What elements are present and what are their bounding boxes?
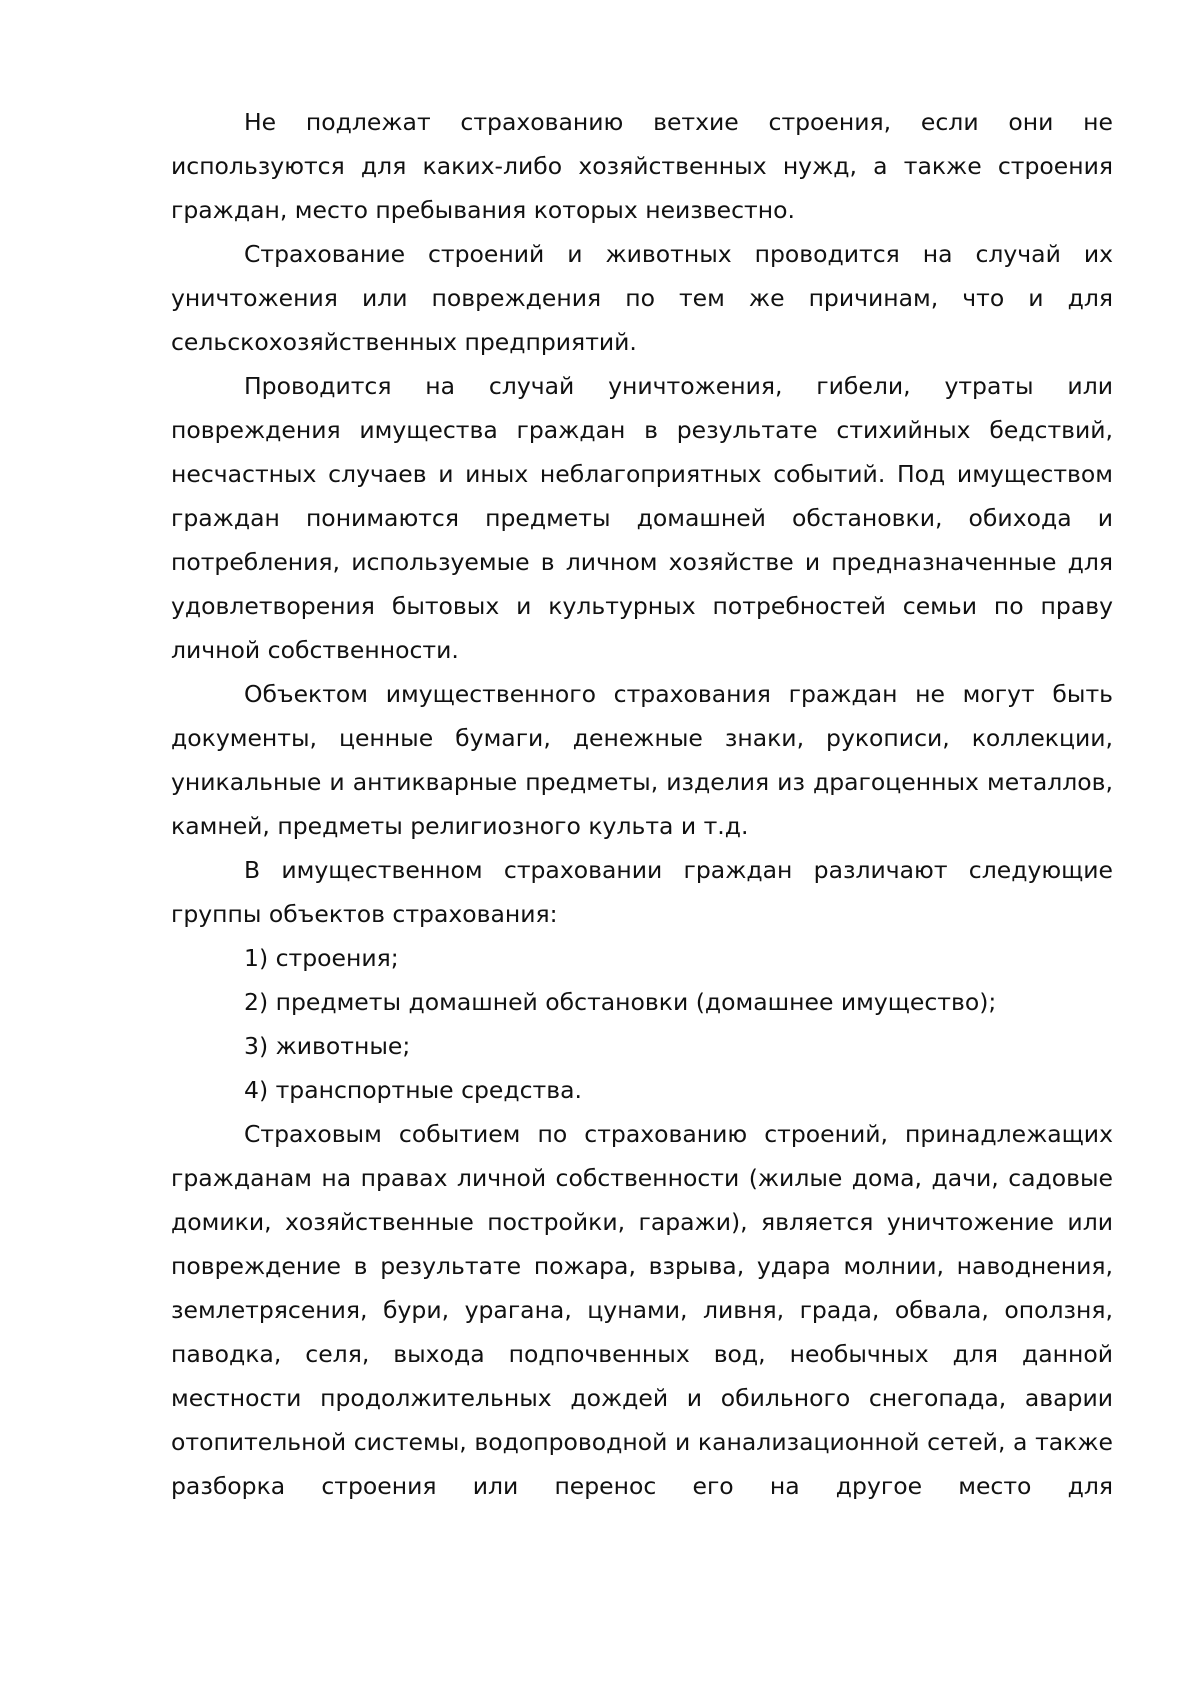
paragraph-insured-event: Страховым событием по страхованию строений, принадлежащих гражданам на правах личной собственности (жилые дома, дачи, садовые домики, хозяйственные постройки, гаражи), является уничтожение или повреждение в результате пожара, взрыва, удара молнии, наводнения, землетрясения, бури, урагана, цунами, ливня, града, обвала, оползня, паводка, селя, выхода подпочвенных вод, необычных для данной местности продолжительных дождей и обильного снегопада, аварии отопительной системы, водопроводной и канализационной сетей, а также разборка строения или перенос его на другое место для — [171, 1120, 1113, 1500]
paragraph-excluded-objects: Объектом имущественного страхования граждан не могут быть документы, ценные бумаги, денежные знаки, рукописи, коллекции, уникальные и антикварные предметы, изделия из драгоценных металлов, камней, предметы религиозного культа и т.д. — [171, 680, 1113, 840]
paragraph-property-definition: Проводится на случай уничтожения, гибели, утраты или повреждения имущества граждан в результате стихийных бедствий, несчастных случаев и иных неблагоприятных событий. Под имуществом граждан понимаются предметы домашней обстановки, обихода и потребления, используемые в личном хозяйстве и предназначенные для удовлетворения бытовых и культурных потребностей семьи по праву личной собственности. — [171, 372, 1113, 664]
list-item-buildings: 1) строения; — [244, 944, 399, 972]
paragraph-object-groups: В имущественном страховании граждан различают следующие группы объектов страхования: — [171, 856, 1113, 928]
document-page — [171, 100, 1113, 1508]
paragraph-dilapidated-buildings: Не подлежат страхованию ветхие строения, если они не используются для каких-либо хозяйственных нужд, а также строения граждан, место пребывания которых неизвестно. — [171, 108, 1113, 224]
list-item-animals: 3) животные; — [244, 1032, 411, 1060]
list-item-vehicles: 4) транспортные средства. — [244, 1076, 582, 1104]
list-item-household-property: 2) предметы домашней обстановки (домашнее имущество); — [244, 988, 997, 1016]
paragraph-buildings-animals: Страхование строений и животных проводится на случай их уничтожения или повреждения по тем же причинам, что и для сельскохозяйственных предприятий. — [171, 240, 1113, 356]
